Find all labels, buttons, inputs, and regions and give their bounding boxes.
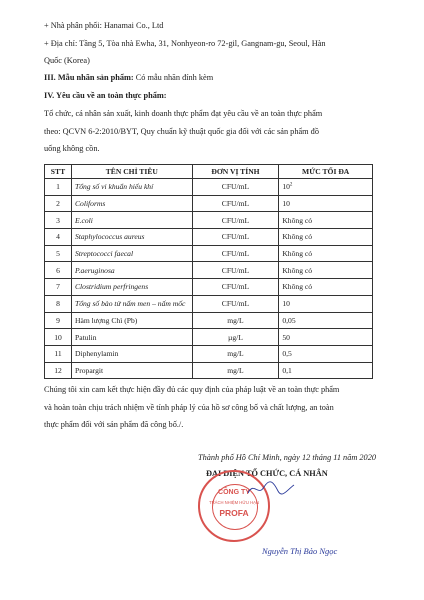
cell-name — [71, 362, 192, 379]
cell-name-text: Clostridium perfringens — [74, 282, 149, 292]
address-line-1: + Địa chỉ: Tầng 5, Tòa nhà Ewha, 31, Nonhyeon-ro 72-gil, Gangnam-gu, Seoul, Hàn — [44, 39, 326, 48]
cell-max-text: 50 — [282, 332, 290, 342]
cell-max-text: 0,1 — [282, 365, 292, 375]
section-4-heading: IV. Yêu cầu về an toàn thực phẩm: — [44, 91, 167, 100]
distributor-line: + Nhà phân phối: Hanamai Co., Ltd — [44, 21, 164, 30]
cell-stt-text: 11 — [54, 349, 62, 359]
section-4-intro-1: Tổ chức, cá nhân sản xuất, kinh doanh thực phẩm đạt yêu cầu về an toàn thực phẩm — [44, 109, 323, 118]
cell-stt-text: 9 — [56, 315, 60, 325]
header-unit: ĐƠN VỊ TÍNH — [192, 165, 279, 179]
cell-name — [71, 329, 192, 346]
cell-name-text: E.coli — [74, 215, 93, 225]
cell-unit-text: µg/L — [228, 332, 243, 342]
table-row — [45, 212, 373, 229]
cell-stt-text: 12 — [54, 365, 62, 375]
cell-stt — [45, 245, 72, 262]
cell-unit — [192, 362, 279, 379]
cell-unit — [192, 345, 279, 362]
cell-stt — [45, 312, 72, 329]
cell-stt — [45, 329, 72, 346]
cell-unit-text: CFU/mL — [221, 182, 250, 192]
cell-max-text: 10 — [282, 182, 290, 192]
cell-max-text: Không có — [282, 265, 313, 275]
cell-name — [71, 262, 192, 279]
cell-max — [279, 245, 373, 262]
cell-stt-text: 4 — [56, 232, 60, 242]
cell-stt — [45, 362, 72, 379]
cell-max-text: 0,5 — [282, 349, 292, 359]
cell-unit — [192, 195, 279, 212]
cell-stt-text: 7 — [56, 282, 60, 292]
cell-stt-text: 2 — [56, 199, 60, 209]
seal-company: CÔNG TY — [218, 489, 250, 496]
cell-max-text: 10 — [282, 199, 290, 209]
cell-unit — [192, 212, 279, 229]
cell-name-text: P.aeruginosa — [74, 265, 115, 275]
cell-name — [71, 312, 192, 329]
cell-unit-text: CFU/mL — [221, 215, 250, 225]
cell-max — [279, 329, 373, 346]
table-row — [45, 345, 373, 362]
cell-unit — [192, 245, 279, 262]
section-3 — [44, 72, 213, 83]
section-4-intro-2: theo: QCVN 6-2:2010/BYT, Quy chuẩn kỹ thuật quốc gia đối với các sản phẩm đồ — [44, 127, 319, 136]
cell-unit — [192, 295, 279, 312]
cell-max — [279, 195, 373, 212]
cell-name-text: Coliforms — [74, 199, 106, 209]
header-max: MỨC TỐI ĐA — [279, 165, 373, 179]
cell-unit — [192, 262, 279, 279]
header-name: TÊN CHỈ TIÊU — [71, 165, 192, 179]
section-3-heading: III. Mẫu nhãn sản phẩm: — [44, 73, 134, 82]
cell-max-text: 10 — [282, 299, 290, 309]
cell-name-text: Diphenylamin — [74, 349, 119, 359]
cell-name-text: Staphylococcus aureus — [74, 232, 145, 242]
cell-name-text: Tổng số bào tử nấm men – nấm mốc — [74, 299, 186, 309]
cell-max — [279, 212, 373, 229]
cell-max — [279, 295, 373, 312]
cell-stt — [45, 212, 72, 229]
table-row — [45, 245, 373, 262]
cell-unit-text: CFU/mL — [221, 232, 250, 242]
cell-stt — [45, 295, 72, 312]
cell-name-text: Hàm lượng Chì (Pb) — [74, 315, 138, 325]
cell-stt — [45, 345, 72, 362]
cell-unit-text: CFU/mL — [221, 199, 250, 209]
cell-name-text: Tổng số vi khuẩn hiếu khí — [74, 182, 154, 192]
cell-stt — [45, 229, 72, 246]
table-row — [45, 362, 373, 379]
section-3-text: Có mẫu nhãn đính kèm — [133, 73, 214, 82]
cell-unit-text: CFU/mL — [221, 249, 250, 259]
cell-max — [279, 362, 373, 379]
cell-name — [71, 179, 192, 196]
table-row — [45, 229, 373, 246]
table-row — [45, 312, 373, 329]
cell-stt — [45, 179, 72, 196]
cell-stt — [45, 195, 72, 212]
cell-stt-text: 6 — [56, 265, 60, 275]
signature-mark — [246, 479, 296, 499]
address-line-2: Quốc (Korea) — [44, 56, 90, 65]
safety-requirements-table — [44, 164, 373, 379]
cell-stt — [45, 262, 72, 279]
cell-max-text: Không có — [282, 249, 313, 259]
table-row — [45, 295, 373, 312]
table-header-row — [45, 165, 373, 179]
seal-name: PROFA — [219, 508, 249, 518]
cell-unit-text: mg/L — [227, 315, 244, 325]
cell-unit — [192, 312, 279, 329]
seal-type: TRÁCH NHIỆM HỮU HẠN — [209, 500, 259, 505]
cell-unit-text: CFU/mL — [221, 299, 250, 309]
cell-max-text: Không có — [282, 215, 313, 225]
cell-stt-text: 3 — [56, 215, 60, 225]
cell-name-text: Patulin — [74, 332, 97, 342]
date-line: Thành phố Hồ Chí Minh, ngày 12 tháng 11 năm 2020 — [198, 453, 376, 462]
cell-name — [71, 279, 192, 296]
representative-title: ĐẠI DIỆN TỔ CHỨC, CÁ NHÂN — [206, 469, 328, 478]
cell-name — [71, 229, 192, 246]
cell-unit-text: mg/L — [227, 349, 244, 359]
cell-max — [279, 279, 373, 296]
cell-max-text: Không có — [282, 282, 313, 292]
cell-name — [71, 245, 192, 262]
cell-name-text: Propargit — [74, 365, 104, 375]
cell-name-text: Streptococci faecal — [74, 249, 134, 259]
table-row — [45, 262, 373, 279]
cell-stt-text: 1 — [56, 182, 60, 192]
cell-name — [71, 295, 192, 312]
cell-unit-text: mg/L — [227, 365, 244, 375]
table-row — [45, 179, 373, 196]
cell-max-text: Không có — [282, 232, 313, 242]
commitment-line-1: Chúng tôi xin cam kết thực hiện đầy đủ các quy định của pháp luật về an toàn thực phẩm — [44, 385, 340, 394]
table-row — [45, 329, 373, 346]
table-row — [45, 279, 373, 296]
cell-max — [279, 312, 373, 329]
signer-name: Nguyễn Thị Bảo Ngọc — [262, 546, 338, 556]
cell-name — [71, 195, 192, 212]
cell-max-text: 0,05 — [282, 315, 296, 325]
cell-unit-text: CFU/mL — [221, 265, 250, 275]
cell-max — [279, 345, 373, 362]
table-row — [45, 195, 373, 212]
cell-name — [71, 345, 192, 362]
cell-stt — [45, 279, 72, 296]
cell-stt-text: 10 — [54, 332, 62, 342]
cell-stt-text: 8 — [56, 299, 60, 309]
section-4-intro-3: uống không cồn. — [44, 144, 100, 153]
cell-stt-text: 5 — [56, 249, 60, 259]
cell-unit — [192, 179, 279, 196]
commitment-line-3: thực phẩm đối với sản phẩm đã công bố./. — [44, 420, 184, 429]
cell-max — [279, 179, 373, 196]
header-stt: STT — [45, 165, 72, 179]
cell-unit-text: CFU/mL — [221, 282, 250, 292]
commitment-line-2: và hoàn toàn chịu trách nhiệm về tính pháp lý của hồ sơ công bố và chất lượng, an toàn — [44, 403, 334, 412]
cell-name — [71, 212, 192, 229]
cell-max-exponent: 2 — [289, 182, 293, 188]
cell-max — [279, 262, 373, 279]
cell-unit — [192, 329, 279, 346]
cell-max — [279, 229, 373, 246]
cell-unit — [192, 279, 279, 296]
cell-unit — [192, 229, 279, 246]
